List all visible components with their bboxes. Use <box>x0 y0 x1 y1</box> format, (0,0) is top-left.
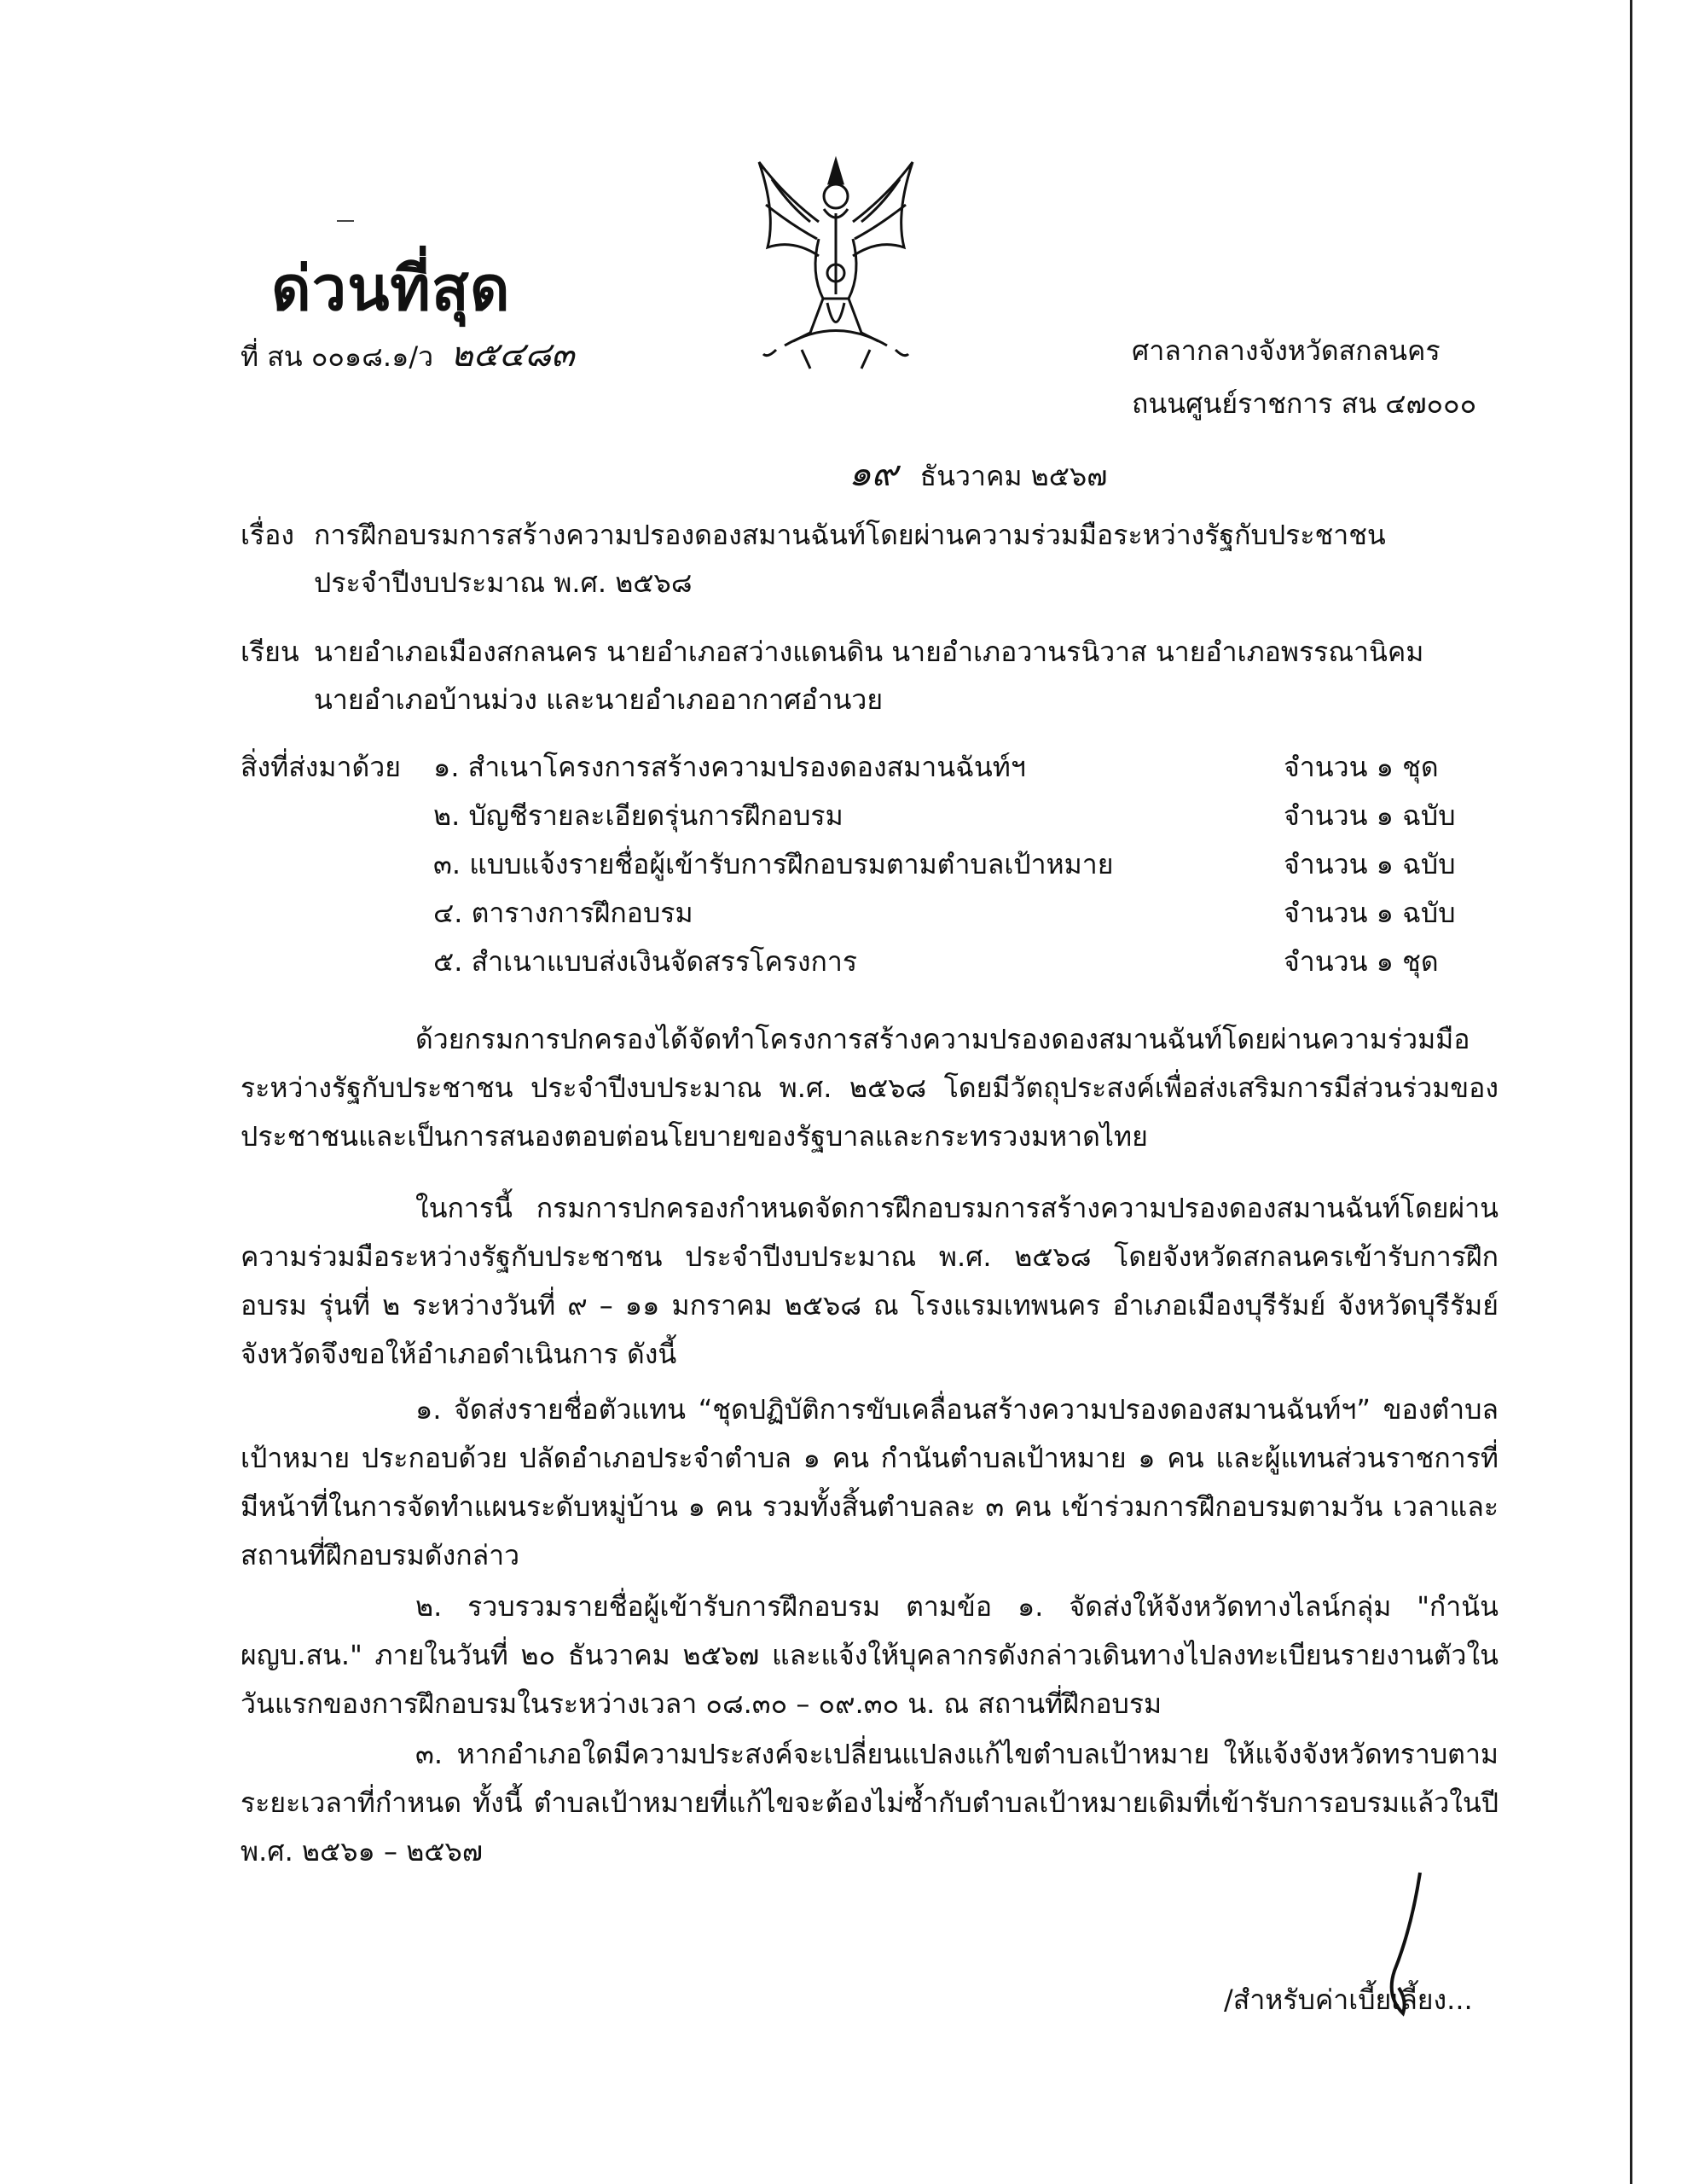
date-day-handwritten: ๑๙ <box>849 452 898 494</box>
recipient-line2: นายอำเภอบ้านม่วง และนายอำเภออากาศอำนวย <box>314 683 884 716</box>
paragraph-text: ๒. รวบรวมรายชื่อผู้เข้ารับการฝึกอบรม ตามข้อ ๑. จัดส่งให้จังหวัดทางไลน์กลุ่ม "กำนัน ผญบ.สน." ภายในวันที่ ๒๐ ธันวาคม ๒๕๖๗ และแจ้งให้บุคลากรดังกล่าวเดินทางไปลงทะเบียนรายงานตัวในวันแรกของการฝึกอบรมในระหว่างเวลา ๐๘.๓๐ – ๐๙.๓๐ น. ณ สถานที่ฝึกอบรม <box>241 1590 1499 1720</box>
garuda-emblem-icon <box>751 145 921 375</box>
document-date <box>849 452 1107 495</box>
body-paragraph-5 <box>241 1730 1499 1876</box>
recipient-label: เรียน <box>241 636 299 668</box>
reference-number <box>241 334 574 375</box>
body-paragraph-3 <box>241 1385 1499 1580</box>
reference-handwritten: ๒๕๔๘๓ <box>450 335 575 375</box>
attachment-text: ๑. สำเนาโครงการสร้างความปรองดองสมานฉันท์ฯ <box>433 751 1026 783</box>
paragraph-text: ๑. จัดส่งรายชื่อตัวแทน “ชุดปฏิบัติการขับเคลื่อนสร้างความปรองดองสมานฉันท์ฯ” ของตำบลเป้าหมาย ประกอบด้วย ปลัดอำเภอประจำตำบล ๑ คน กำนันตำบลเป้าหมาย ๑ คน และผู้แทนส่วนราชการที่มีหน้าที่ในการจัดทำแผนระดับหมู่บ้าน ๑ คน รวมทั้งสิ้นตำบลละ ๓ คน เข้าร่วมการฝึกอบรมตามวัน เวลาและสถานที่ฝึกอบรมดังกล่าว <box>241 1393 1499 1571</box>
attachment-qty: จำนวน ๑ ฉบับ <box>1284 848 1456 880</box>
paragraph-text: ๓. หากอำเภอใดมีความประสงค์จะเปลี่ยนแปลงแก้ไขตำบลเป้าหมาย ให้แจ้งจังหวัดทราบตามระยะเวลาที่กำหนด ทั้งนี้ ตำบลเป้าหมายที่แก้ไขจะต้องไม่ซ้ำกับตำบลเป้าหมายเดิมที่เข้ารับการอบรมแล้วในปี พ.ศ. ๒๕๖๑ – ๒๕๖๗ <box>241 1738 1499 1867</box>
urgency-stamp: ด่วนที่สุด <box>271 253 511 324</box>
continuation-text: /สำหรับค่าเบี้ยเลี้ยง... <box>1224 1984 1473 2016</box>
body-paragraph-1 <box>241 1015 1499 1161</box>
attachments-label: สิ่งที่ส่งมาด้วย <box>241 751 401 783</box>
subject-label: เรื่อง <box>241 519 294 551</box>
attachment-qty: จำนวน ๑ ฉบับ <box>1284 897 1456 929</box>
paragraph-text: ด้วยกรมการปกครองได้จัดทำโครงการสร้างความปรองดองสมานฉันท์โดยผ่านความร่วมมือระหว่างรัฐกับประชาชน ประจำปีงบประมาณ พ.ศ. ๒๕๖๘ โดยมีวัตถุประสงค์เพื่อส่งเสริมการมีส่วนร่วมของประชาชนและเป็นการสนองตอบต่อนโยบายของรัฐบาลและกระทรวงมหาดไทย <box>241 1023 1499 1153</box>
attachment-item <box>0 897 1687 945</box>
office-address-line1: ศาลากลางจังหวัดสกลนคร <box>1132 334 1441 367</box>
attachment-qty: จำนวน ๑ ชุด <box>1284 751 1439 783</box>
subject-line2: ประจำปีงบประมาณ พ.ศ. ๒๕๖๘ <box>314 566 693 599</box>
reference-prefix: ที่ สน ๐๐๑๘.๑/ว <box>241 340 434 373</box>
attachment-qty: จำนวน ๑ ฉบับ <box>1284 799 1456 832</box>
date-month-year: ธันวาคม ๒๕๖๗ <box>919 460 1108 492</box>
body-paragraph-4 <box>241 1583 1499 1728</box>
attachment-item <box>0 945 1687 994</box>
office-address-line2: ถนนศูนย์ราชการ สน ๔๗๐๐๐ <box>1132 387 1477 420</box>
attachment-item <box>0 799 1687 848</box>
attachment-text: ๒. บัญชีรายละเอียดรุ่นการฝึกอบรม <box>433 799 844 832</box>
attachment-text: ๓. แบบแจ้งรายชื่อผู้เข้ารับการฝึกอบรมตามตำบลเป้าหมาย <box>433 848 1114 880</box>
body-paragraph-2 <box>241 1184 1499 1379</box>
attachment-qty: จำนวน ๑ ชุด <box>1284 945 1439 978</box>
page-edge-rule <box>1630 0 1632 2184</box>
attachment-item <box>0 751 1687 799</box>
stamp-mark <box>337 220 354 222</box>
paragraph-text: ในการนี้ กรมการปกครองกำหนดจัดการฝึกอบรมการสร้างความปรองดองสมานฉันท์โดยผ่านความร่วมมือระหว่างรัฐกับประชาชน ประจำปีงบประมาณ พ.ศ. ๒๕๖๘ โดยจังหวัดสกลนครเข้ารับการฝึกอบรม รุ่นที่ ๒ ระหว่างวันที่ ๙ – ๑๑ มกราคม ๒๕๖๘ ณ โรงแรมเทพนคร อำเภอเมืองบุรีรัมย์ จังหวัดบุรีรัมย์ จังหวัดจึงขอให้อำเภอดำเนินการ ดังนี้ <box>241 1192 1499 1370</box>
subject-line1: การฝึกอบรมการสร้างความปรองดองสมานฉันท์โดยผ่านความร่วมมือระหว่างรัฐกับประชาชน <box>314 519 1386 551</box>
recipient-line1: นายอำเภอเมืองสกลนคร นายอำเภอสว่างแดนดิน นายอำเภอวานรนิวาส นายอำเภอพรรณานิคม <box>314 636 1424 668</box>
attachment-text: ๕. สำเนาแบบส่งเงินจัดสรรโครงการ <box>433 945 858 978</box>
attachments-list <box>0 751 1687 1007</box>
attachment-text: ๔. ตารางการฝึกอบรม <box>433 897 693 929</box>
attachment-item <box>0 848 1687 897</box>
